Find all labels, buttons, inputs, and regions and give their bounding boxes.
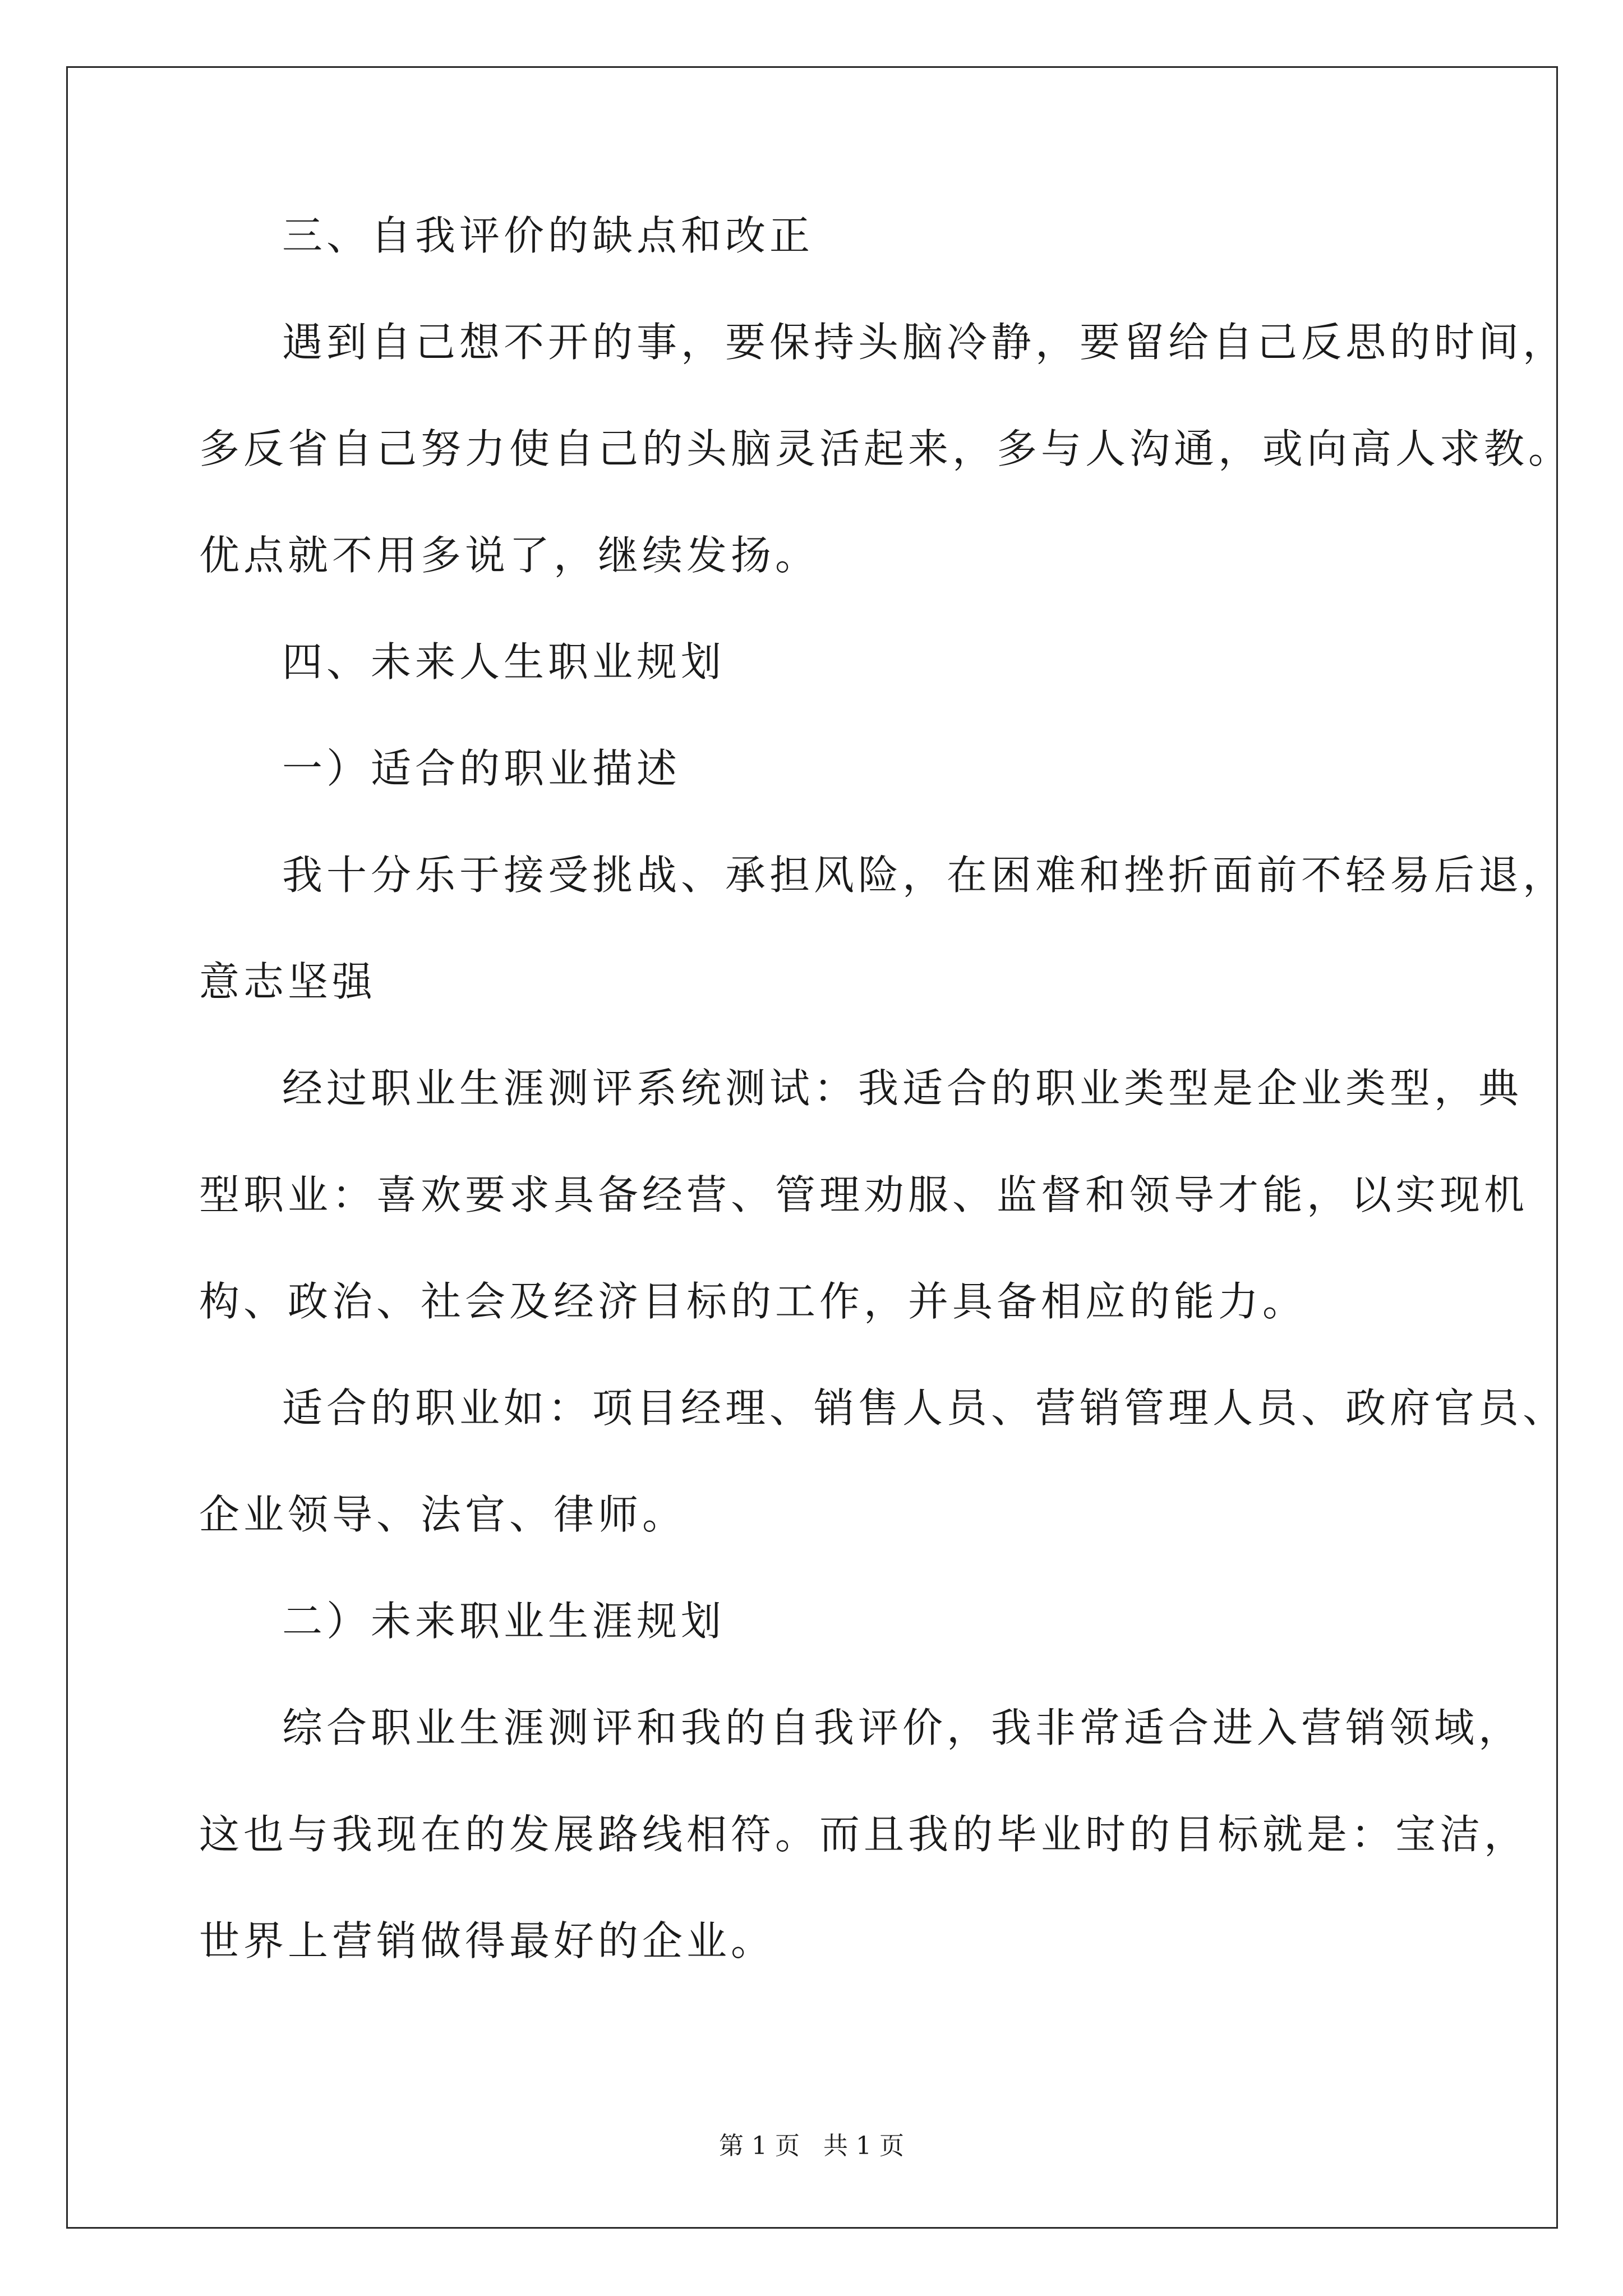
- subsection-heading: 二）未来职业生涯规划: [282, 1598, 726, 1645]
- paragraph-line: 多反省自己努力使自己的头脑灵活起来，多与人沟通，或向高人求教。: [199, 425, 1573, 472]
- section-heading: 四、未来人生职业规划: [282, 638, 726, 685]
- paragraph-line: 综合职业生涯测评和我的自我评价，我非常适合进入营销领域，: [282, 1704, 1523, 1751]
- paragraph-line: 经过职业生涯测评系统测试：我适合的职业类型是企业类型，典: [282, 1065, 1523, 1112]
- paragraph-line: 型职业：喜欢要求具备经营、管理劝服、监督和领导才能，以实现机: [199, 1171, 1529, 1218]
- paragraph-line: 构、政治、社会及经济目标的工作，并具备相应的能力。: [199, 1278, 1307, 1325]
- paragraph-line: 适合的职业如：项目经理、销售人员、营销管理人员、政府官员、: [282, 1384, 1567, 1432]
- paragraph-line: 世界上营销做得最好的企业。: [199, 1917, 776, 1964]
- paragraph-line: 我十分乐于接受挑战、承担风险，在困难和挫折面前不轻易后退，: [282, 852, 1567, 899]
- paragraph-line: 意志坚强: [199, 958, 377, 1005]
- section-heading: 三、自我评价的缺点和改正: [282, 212, 814, 259]
- paragraph-line: 优点就不用多说了，继续发扬。: [199, 532, 820, 579]
- paragraph-line: 企业领导、法官、律师。: [199, 1491, 687, 1538]
- paragraph-line: 这也与我现在的发展路线相符。而且我的毕业时的目标就是：宝洁，: [199, 1811, 1529, 1858]
- subsection-heading: 一）适合的职业描述: [282, 745, 681, 792]
- page-border: [66, 66, 1558, 2229]
- paragraph-line: 遇到自己想不开的事，要保持头脑冷静，要留给自己反思的时间，: [282, 319, 1567, 366]
- page-number-footer: 第 1 页 共 1 页: [719, 2132, 904, 2160]
